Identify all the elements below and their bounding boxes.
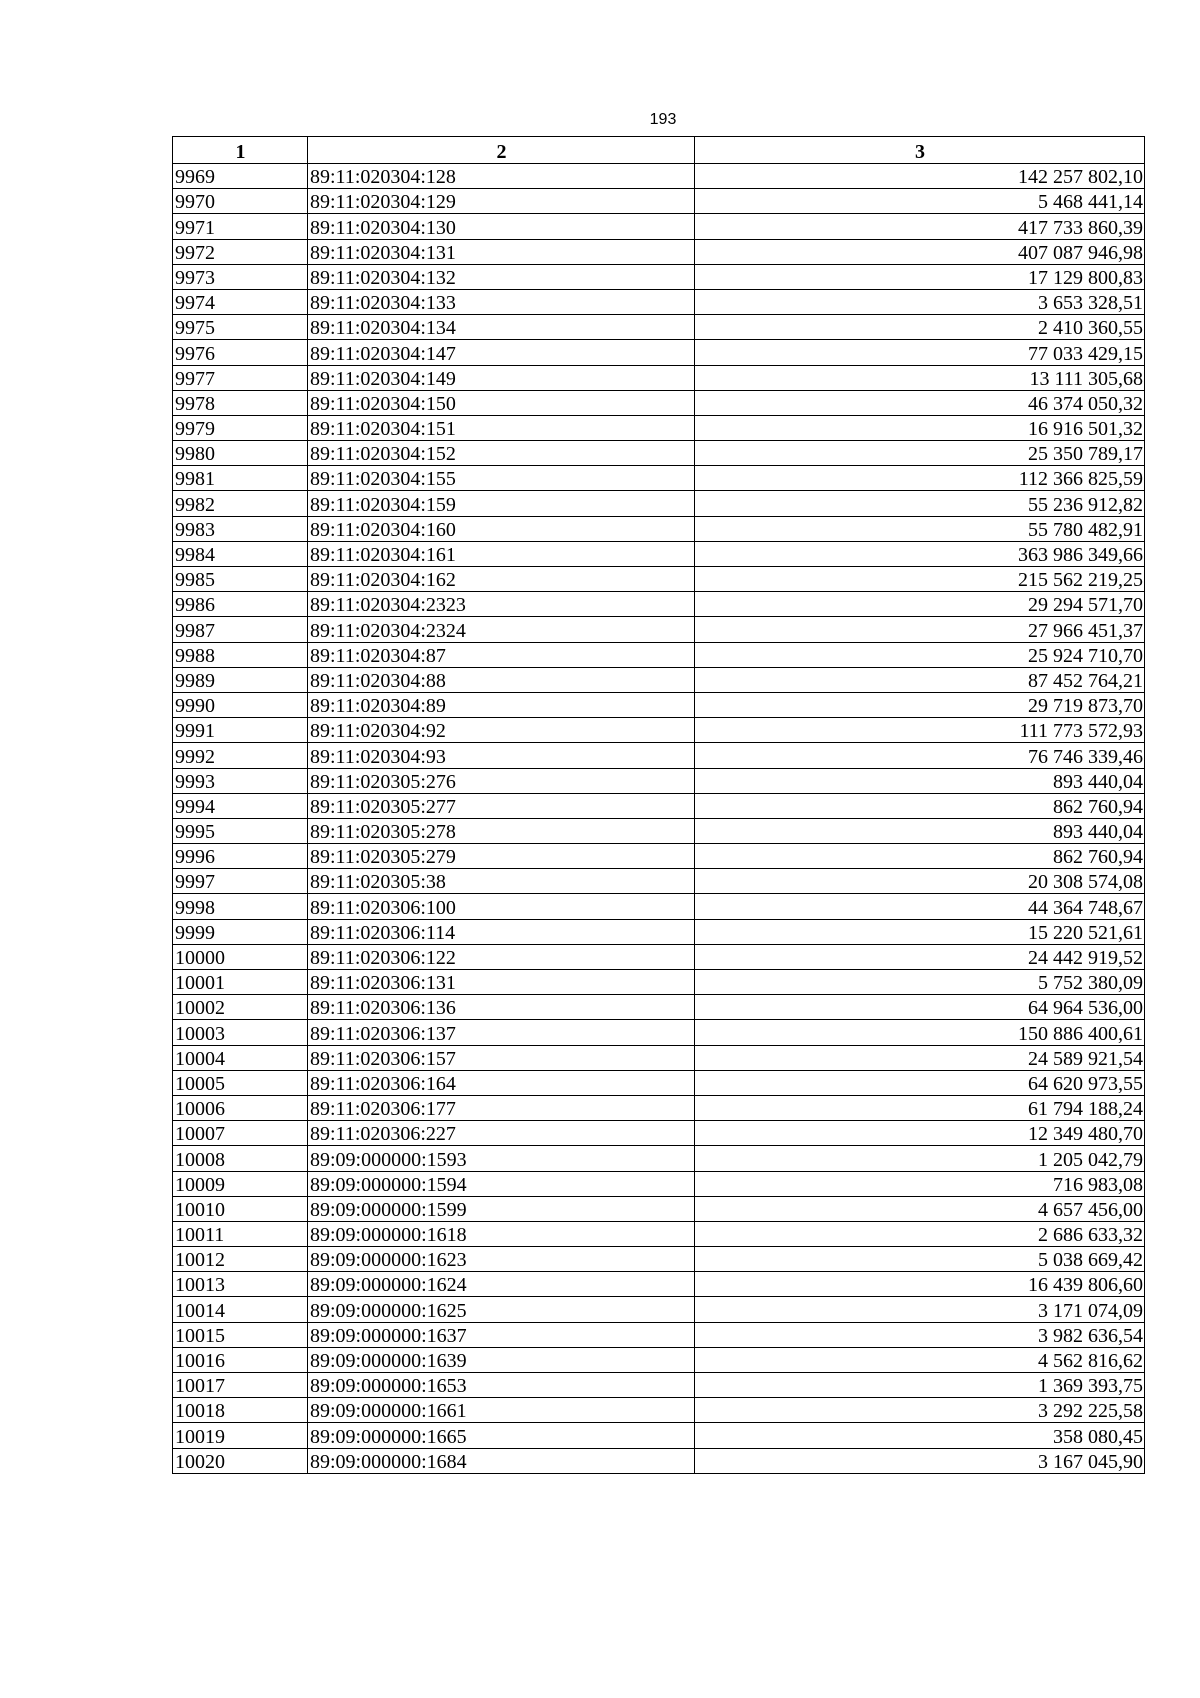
row-number-cell: 9984 [173,541,308,566]
row-number-cell: 10005 [173,1070,308,1095]
row-number-cell: 9969 [173,164,308,189]
value-cell: 5 468 441,14 [695,189,1145,214]
cadastral-number-cell: 89:09:000000:1653 [308,1373,695,1398]
value-cell: 61 794 188,24 [695,1095,1145,1120]
table-row [173,995,1145,1020]
table-row [173,667,1145,692]
cadastral-number-cell: 89:09:000000:1618 [308,1221,695,1246]
row-number-cell: 10016 [173,1347,308,1372]
row-number-cell: 9979 [173,415,308,440]
row-number-cell: 10012 [173,1247,308,1272]
cadastral-number-cell: 89:11:020304:160 [308,516,695,541]
table-row [173,466,1145,491]
value-cell: 150 886 400,61 [695,1020,1145,1045]
value-cell: 4 562 816,62 [695,1347,1145,1372]
row-number-cell: 9982 [173,491,308,516]
value-cell: 29 294 571,70 [695,592,1145,617]
row-number-cell: 9975 [173,315,308,340]
value-cell: 5 038 669,42 [695,1247,1145,1272]
cadastral-number-cell: 89:09:000000:1661 [308,1398,695,1423]
table-row [173,1247,1145,1272]
table-row [173,793,1145,818]
table-row [173,516,1145,541]
value-cell: 17 129 800,83 [695,264,1145,289]
cadastral-number-cell: 89:11:020304:151 [308,415,695,440]
cadastral-number-cell: 89:11:020304:131 [308,239,695,264]
row-number-cell: 9989 [173,667,308,692]
table-row [173,1121,1145,1146]
cadastral-number-cell: 89:11:020306:137 [308,1020,695,1045]
cadastral-number-cell: 89:11:020304:2323 [308,592,695,617]
cadastral-number-cell: 89:11:020305:279 [308,844,695,869]
row-number-cell: 10007 [173,1121,308,1146]
row-number-cell: 10011 [173,1221,308,1246]
row-number-cell: 10014 [173,1297,308,1322]
row-number-cell: 10008 [173,1146,308,1171]
value-cell: 142 257 802,10 [695,164,1145,189]
table-row [173,1070,1145,1095]
row-number-cell: 10015 [173,1322,308,1347]
value-cell: 3 292 225,58 [695,1398,1145,1423]
cadastral-number-cell: 89:11:020304:89 [308,692,695,717]
cadastral-number-cell: 89:11:020304:132 [308,264,695,289]
value-cell: 76 746 339,46 [695,743,1145,768]
row-number-cell: 10013 [173,1272,308,1297]
row-number-cell: 10004 [173,1045,308,1070]
table-row [173,1297,1145,1322]
value-cell: 3 653 328,51 [695,289,1145,314]
cadastral-number-cell: 89:11:020306:114 [308,919,695,944]
row-number-cell: 10000 [173,944,308,969]
row-number-cell: 9974 [173,289,308,314]
table-row [173,415,1145,440]
cadastral-number-cell: 89:11:020304:162 [308,567,695,592]
table-row [173,239,1145,264]
value-cell: 893 440,04 [695,818,1145,843]
value-cell: 3 982 636,54 [695,1322,1145,1347]
value-cell: 716 983,08 [695,1171,1145,1196]
row-number-cell: 9997 [173,869,308,894]
cadastral-number-cell: 89:09:000000:1639 [308,1347,695,1372]
page-number: 193 [649,111,677,128]
header-col-3: 3 [695,137,1145,164]
cadastral-number-cell: 89:09:000000:1637 [308,1322,695,1347]
row-number-cell: 9995 [173,818,308,843]
value-cell: 111 773 572,93 [695,718,1145,743]
value-cell: 4 657 456,00 [695,1196,1145,1221]
row-number-cell: 9972 [173,239,308,264]
cadastral-number-cell: 89:11:020306:227 [308,1121,695,1146]
row-number-cell: 9999 [173,919,308,944]
row-number-cell: 9976 [173,340,308,365]
row-number-cell: 9971 [173,214,308,239]
row-number-cell: 9994 [173,793,308,818]
cadastral-number-cell: 89:09:000000:1599 [308,1196,695,1221]
table-row [173,1095,1145,1120]
table-row [173,214,1145,239]
value-cell: 417 733 860,39 [695,214,1145,239]
row-number-cell: 10001 [173,970,308,995]
cadastral-number-cell: 89:11:020306:100 [308,894,695,919]
cadastral-number-cell: 89:11:020304:150 [308,390,695,415]
row-number-cell: 9970 [173,189,308,214]
row-number-cell: 9990 [173,692,308,717]
cadastral-number-cell: 89:09:000000:1593 [308,1146,695,1171]
table-row [173,1373,1145,1398]
table-row [173,164,1145,189]
table-row [173,541,1145,566]
value-cell: 215 562 219,25 [695,567,1145,592]
value-cell: 407 087 946,98 [695,239,1145,264]
registry-table [172,136,1145,1474]
value-cell: 29 719 873,70 [695,692,1145,717]
row-number-cell: 9986 [173,592,308,617]
table-row [173,390,1145,415]
table-row [173,617,1145,642]
row-number-cell: 10003 [173,1020,308,1045]
table-row [173,718,1145,743]
value-cell: 3 167 045,90 [695,1448,1145,1473]
value-cell: 55 236 912,82 [695,491,1145,516]
table-row [173,340,1145,365]
cadastral-number-cell: 89:11:020306:136 [308,995,695,1020]
table-row [173,315,1145,340]
value-cell: 862 760,94 [695,793,1145,818]
cadastral-number-cell: 89:11:020304:149 [308,365,695,390]
value-cell: 893 440,04 [695,768,1145,793]
cadastral-number-cell: 89:11:020304:161 [308,541,695,566]
value-cell: 1 369 393,75 [695,1373,1145,1398]
table-row [173,768,1145,793]
row-number-cell: 9998 [173,894,308,919]
table-row [173,1221,1145,1246]
table-row [173,1171,1145,1196]
value-cell: 2 410 360,55 [695,315,1145,340]
value-cell: 64 964 536,00 [695,995,1145,1020]
row-number-cell: 9981 [173,466,308,491]
table-row [173,567,1145,592]
cadastral-number-cell: 89:11:020304:2324 [308,617,695,642]
row-number-cell: 9988 [173,642,308,667]
row-number-cell: 9977 [173,365,308,390]
value-cell: 87 452 764,21 [695,667,1145,692]
cadastral-number-cell: 89:11:020304:130 [308,214,695,239]
table-row [173,1398,1145,1423]
row-number-cell: 9983 [173,516,308,541]
table-body [173,164,1145,1474]
row-number-cell: 9980 [173,441,308,466]
value-cell: 20 308 574,08 [695,869,1145,894]
cadastral-number-cell: 89:11:020306:122 [308,944,695,969]
row-number-cell: 9992 [173,743,308,768]
value-cell: 358 080,45 [695,1423,1145,1448]
table-row [173,970,1145,995]
table-row [173,1448,1145,1473]
header-col-1: 1 [173,137,308,164]
cadastral-number-cell: 89:11:020304:128 [308,164,695,189]
cadastral-number-cell: 89:11:020304:93 [308,743,695,768]
row-number-cell: 9985 [173,567,308,592]
table-row [173,692,1145,717]
table-row [173,1045,1145,1070]
table-row [173,844,1145,869]
table-row [173,1272,1145,1297]
value-cell: 25 924 710,70 [695,642,1145,667]
cadastral-number-cell: 89:11:020304:133 [308,289,695,314]
cadastral-number-cell: 89:11:020306:177 [308,1095,695,1120]
cadastral-number-cell: 89:11:020306:164 [308,1070,695,1095]
row-number-cell: 9987 [173,617,308,642]
table-header [173,137,1145,164]
value-cell: 64 620 973,55 [695,1070,1145,1095]
cadastral-number-cell: 89:11:020304:87 [308,642,695,667]
header-row [173,137,1145,164]
table-row [173,1146,1145,1171]
table-row [173,1196,1145,1221]
cadastral-number-cell: 89:11:020304:152 [308,441,695,466]
value-cell: 12 349 480,70 [695,1121,1145,1146]
value-cell: 46 374 050,32 [695,390,1145,415]
cadastral-number-cell: 89:09:000000:1625 [308,1297,695,1322]
value-cell: 77 033 429,15 [695,340,1145,365]
cadastral-number-cell: 89:09:000000:1623 [308,1247,695,1272]
row-number-cell: 9978 [173,390,308,415]
table-row [173,1322,1145,1347]
table-row [173,289,1145,314]
row-number-cell: 10018 [173,1398,308,1423]
cadastral-number-cell: 89:09:000000:1665 [308,1423,695,1448]
row-number-cell: 10006 [173,1095,308,1120]
value-cell: 25 350 789,17 [695,441,1145,466]
row-number-cell: 9973 [173,264,308,289]
value-cell: 44 364 748,67 [695,894,1145,919]
value-cell: 16 439 806,60 [695,1272,1145,1297]
value-cell: 112 366 825,59 [695,466,1145,491]
table-row [173,1347,1145,1372]
table-row [173,592,1145,617]
cadastral-number-cell: 89:11:020304:155 [308,466,695,491]
table-row [173,642,1145,667]
cadastral-number-cell: 89:11:020304:159 [308,491,695,516]
value-cell: 862 760,94 [695,844,1145,869]
cadastral-number-cell: 89:11:020304:92 [308,718,695,743]
table-row [173,869,1145,894]
row-number-cell: 10010 [173,1196,308,1221]
table-row [173,1423,1145,1448]
cadastral-number-cell: 89:11:020306:157 [308,1045,695,1070]
row-number-cell: 9996 [173,844,308,869]
value-cell: 24 442 919,52 [695,944,1145,969]
cadastral-number-cell: 89:11:020305:38 [308,869,695,894]
value-cell: 24 589 921,54 [695,1045,1145,1070]
table-row [173,944,1145,969]
row-number-cell: 10017 [173,1373,308,1398]
cadastral-number-cell: 89:11:020306:131 [308,970,695,995]
table-row [173,491,1145,516]
table-row [173,1020,1145,1045]
value-cell: 15 220 521,61 [695,919,1145,944]
value-cell: 5 752 380,09 [695,970,1145,995]
cadastral-number-cell: 89:09:000000:1684 [308,1448,695,1473]
cadastral-number-cell: 89:11:020304:88 [308,667,695,692]
table-row [173,189,1145,214]
value-cell: 55 780 482,91 [695,516,1145,541]
row-number-cell: 9991 [173,718,308,743]
row-number-cell: 10002 [173,995,308,1020]
cadastral-number-cell: 89:09:000000:1594 [308,1171,695,1196]
cadastral-number-cell: 89:09:000000:1624 [308,1272,695,1297]
table-row [173,743,1145,768]
row-number-cell: 9993 [173,768,308,793]
cadastral-number-cell: 89:11:020305:277 [308,793,695,818]
table-row [173,818,1145,843]
row-number-cell: 10020 [173,1448,308,1473]
value-cell: 1 205 042,79 [695,1146,1145,1171]
row-number-cell: 10019 [173,1423,308,1448]
table-row [173,894,1145,919]
value-cell: 3 171 074,09 [695,1297,1145,1322]
table-row [173,264,1145,289]
cadastral-number-cell: 89:11:020304:129 [308,189,695,214]
header-col-2: 2 [308,137,695,164]
cadastral-number-cell: 89:11:020305:278 [308,818,695,843]
table-row [173,919,1145,944]
cadastral-number-cell: 89:11:020305:276 [308,768,695,793]
value-cell: 27 966 451,37 [695,617,1145,642]
value-cell: 13 111 305,68 [695,365,1145,390]
value-cell: 363 986 349,66 [695,541,1145,566]
table-row [173,365,1145,390]
row-number-cell: 10009 [173,1171,308,1196]
cadastral-number-cell: 89:11:020304:147 [308,340,695,365]
cadastral-number-cell: 89:11:020304:134 [308,315,695,340]
value-cell: 2 686 633,32 [695,1221,1145,1246]
table-row [173,441,1145,466]
value-cell: 16 916 501,32 [695,415,1145,440]
